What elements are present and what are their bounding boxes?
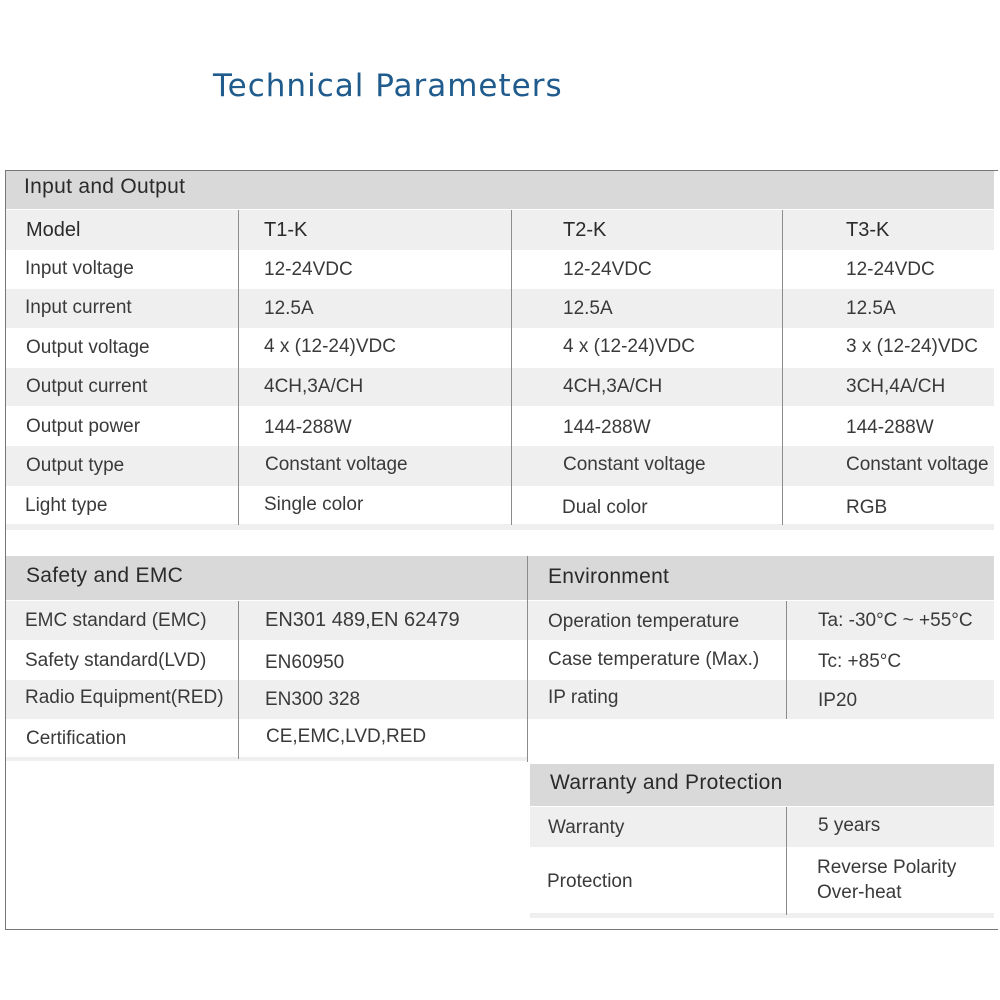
section-heading: Environment [548, 565, 670, 588]
cell-value: Ta: -30°C ~ +55°C [818, 610, 973, 631]
model-t2: T2-K [563, 219, 607, 241]
model-t3: T3-K [846, 219, 890, 241]
row-label: IP rating [548, 687, 619, 708]
cell-t3: 3CH,4A/CH [846, 376, 946, 397]
section-heading: Warranty and Protection [550, 771, 783, 794]
cell-t2: Dual color [562, 497, 648, 518]
cell-value: IP20 [818, 690, 858, 711]
row-label: Certification [26, 728, 127, 749]
cell-t1: 4 x (12-24)VDC [264, 336, 396, 357]
row-label: Output current [26, 376, 148, 397]
cell-t1: 12-24VDC [264, 259, 353, 280]
cell-value: EN301 489,EN 62479 [265, 609, 460, 631]
row-label: Warranty [548, 817, 625, 838]
cell-t3: 12-24VDC [846, 259, 935, 280]
column-divider [782, 210, 783, 525]
cell-value: CE,EMC,LVD,RED [266, 726, 427, 747]
section-heading: Safety and EMC [26, 564, 184, 587]
page-title: Technical Parameters [213, 68, 563, 104]
row-label: Case temperature (Max.) [548, 649, 760, 670]
column-divider [238, 210, 239, 525]
row-label: Output voltage [26, 337, 150, 358]
row-label: Output power [26, 416, 141, 437]
cell-t2: 4 x (12-24)VDC [563, 336, 695, 357]
row-label: EMC standard (EMC) [25, 610, 207, 631]
cell-t2: 12.5A [563, 298, 613, 319]
column-divider [238, 601, 239, 759]
row-label: Protection [547, 871, 633, 892]
cell-value: Tc: +85°C [818, 651, 902, 672]
cell-t3: Constant voltage [846, 454, 989, 475]
row-label: Input voltage [25, 258, 134, 279]
row-label: Input current [25, 297, 132, 318]
model-t1: T1-K [264, 219, 308, 241]
cell-t2: Constant voltage [563, 454, 706, 475]
row-band [530, 913, 994, 918]
row-label: Radio Equipment(RED) [25, 687, 224, 708]
cell-value: 5 years [818, 815, 881, 836]
cell-value: EN300 328 [265, 689, 361, 710]
row-label: Operation temperature [548, 611, 740, 632]
cell-t1: 4CH,3A/CH [264, 376, 364, 397]
cell-t3: 144-288W [846, 417, 934, 438]
cell-t3: 12.5A [846, 298, 896, 319]
row-label: Safety standard(LVD) [25, 650, 207, 671]
column-divider [786, 601, 787, 719]
column-divider [786, 807, 787, 915]
cell-value-line1: Reverse Polarity [817, 857, 957, 878]
cell-t1: 12.5A [264, 298, 314, 319]
cell-value: EN60950 [265, 652, 345, 673]
row-label: Output type [26, 455, 125, 476]
row-band [6, 524, 994, 530]
cell-t2: 4CH,3A/CH [563, 376, 663, 397]
cell-t1: 144-288W [264, 417, 352, 438]
cell-t1: Constant voltage [265, 454, 408, 475]
row-band [6, 757, 527, 761]
section-heading: Input and Output [24, 175, 186, 198]
row-label: Light type [25, 495, 108, 516]
model-label: Model [26, 219, 81, 241]
cell-t3: RGB [846, 497, 888, 518]
cell-t1: Single color [264, 494, 364, 515]
cell-t2: 144-288W [563, 417, 651, 438]
column-divider [511, 210, 512, 525]
cell-t2: 12-24VDC [563, 259, 652, 280]
cell-value-line2: Over-heat [817, 882, 902, 903]
cell-t3: 3 x (12-24)VDC [846, 336, 978, 357]
